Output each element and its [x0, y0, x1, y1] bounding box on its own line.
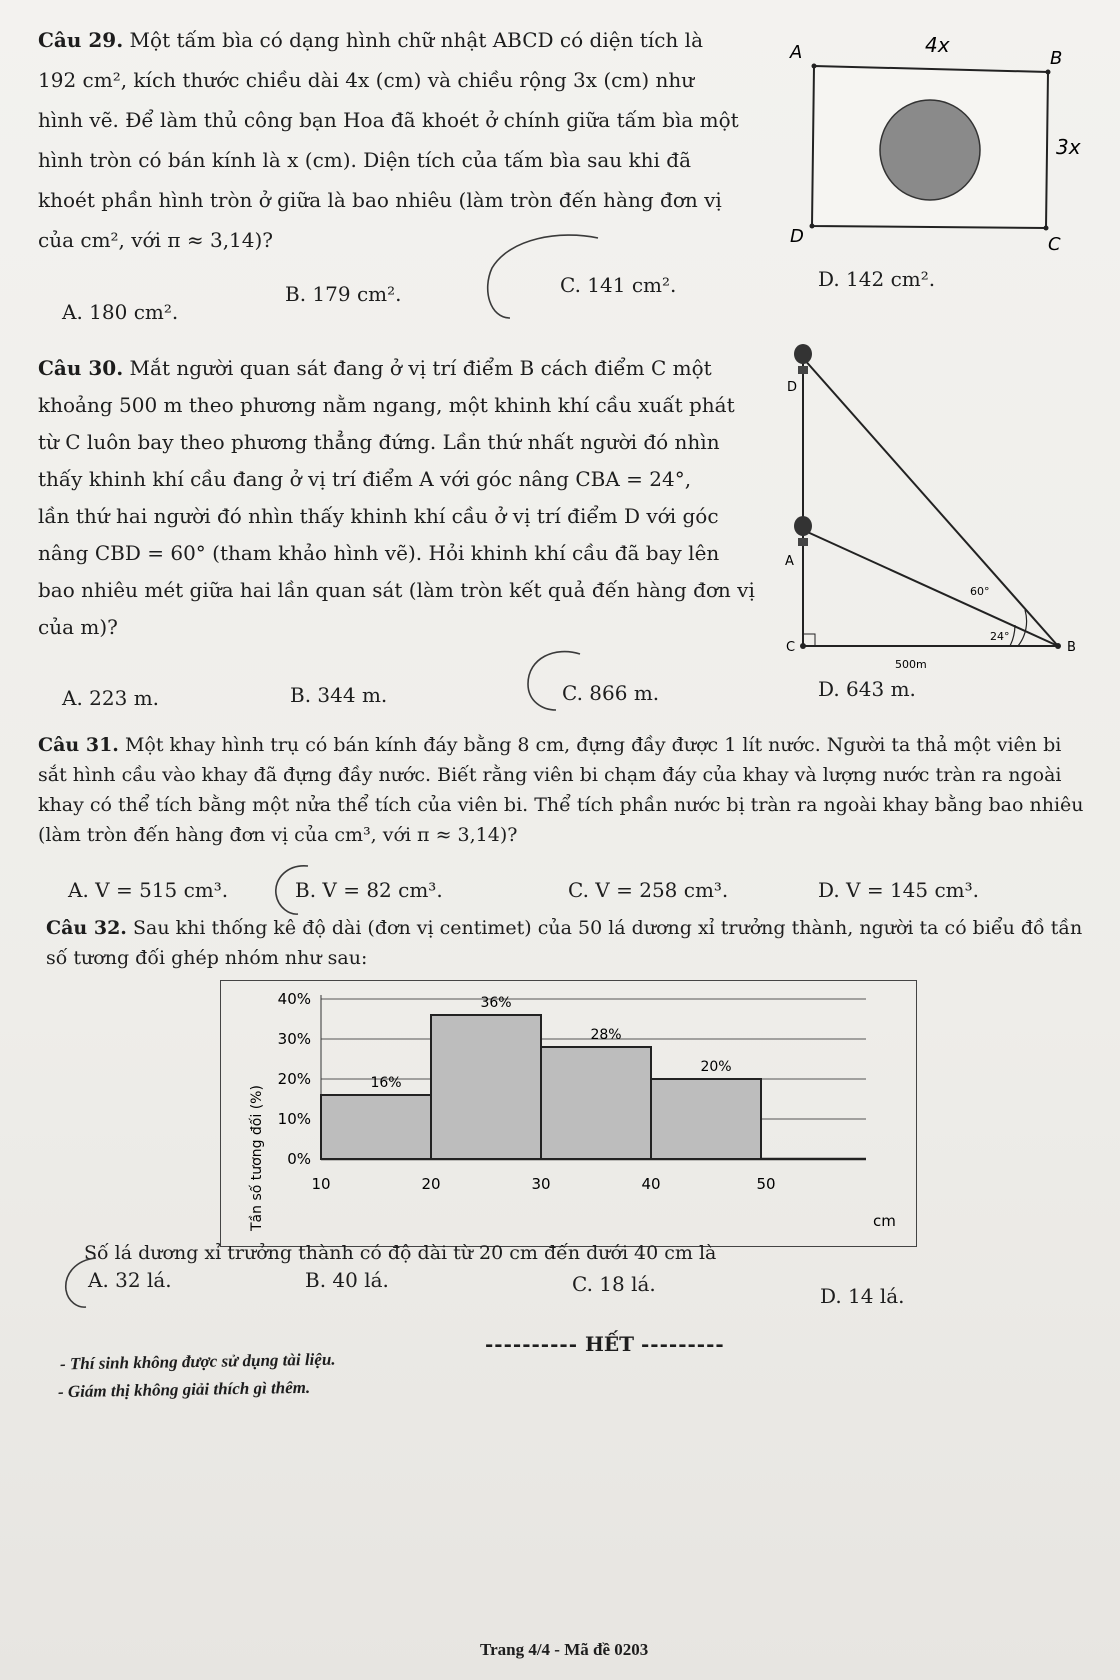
q29-label-d: D — [790, 226, 804, 247]
x-tick-label: 10 — [311, 1175, 331, 1193]
balloon-a-icon — [794, 516, 812, 536]
q29-answer-mark — [480, 228, 630, 324]
bar-data-label: 36% — [480, 995, 512, 1011]
q30-distance: 500m — [895, 658, 927, 671]
q31-line4: (làm tròn đến hàng đơn vị của cm³, với π ≈ 3,14)? — [38, 824, 518, 846]
footer-note-1: - Thí sinh không được sử dụng tài liệu. — [59, 1349, 336, 1374]
q31-line1: Một khay hình trụ có bán kính đáy bằng 8 cm, đựng đầy được 1 lít nước. Người ta thả một viên bi — [124, 734, 1062, 756]
q29-option-d[interactable]: D. 142 cm². — [818, 267, 936, 291]
q30-text — [38, 350, 755, 646]
q30-label-c: C — [786, 640, 796, 655]
q29-line4: hình tròn có bán kính là x (cm). Diện tích của tấm bìa sau khi đã — [38, 148, 692, 172]
q30-line4: thấy khinh khí cầu đang ở vị trí điểm A với góc nâng CBA = 24°, — [38, 467, 692, 491]
q31-option-d[interactable]: D. V = 145 cm³. — [818, 878, 980, 902]
q29-label-length: 4x — [925, 33, 950, 57]
q32-question: Số lá dương xỉ trưởng thành có độ dài từ 20 cm đến dưới 40 cm là — [84, 1242, 717, 1264]
q30-line7: bao nhiêu mét giữa hai lần quan sát (làm tròn kết quả đến hàng đơn vị — [38, 578, 755, 602]
q31-line3: khay có thể tích bằng một nửa thể tích của viên bi. Thể tích phần nước bị tràn ra ngoài khay bằng bao nhiêu — [38, 794, 1084, 816]
relative-frequency-histogram — [220, 980, 917, 1247]
q29-option-c[interactable]: C. 141 cm². — [560, 273, 677, 297]
q29-rectangle-figure — [780, 30, 1110, 260]
histogram-bar — [321, 1095, 431, 1159]
footer-note-2: - Giám thị không giải thích gì thêm. — [57, 1377, 311, 1402]
y-tick-label: 40% — [277, 990, 311, 1008]
q30-label-d: D — [787, 380, 798, 395]
y-tick-label: 0% — [287, 1150, 311, 1168]
q30-option-a[interactable]: A. 223 m. — [62, 686, 160, 710]
q32-text — [46, 913, 1116, 973]
q30-number: Câu 30. — [38, 356, 124, 380]
q29-label-width: 3x — [1056, 135, 1081, 159]
q29-option-a[interactable]: A. 180 cm². — [62, 300, 179, 324]
q30-line1: Mắt người quan sát đang ở vị trí điểm B cách điểm C một — [129, 356, 712, 380]
q30-angle-24: 24° — [990, 630, 1010, 643]
q30-line6: nâng CBD = 60° (tham khảo hình vẽ). Hỏi khinh khí cầu đã bay lên — [38, 541, 720, 565]
q30-label-b: B — [1067, 640, 1076, 655]
q31-option-c[interactable]: C. V = 258 cm³. — [568, 878, 729, 902]
q30-line3: từ C luôn bay theo phương thẳng đứng. Lần thứ nhất người đó nhìn — [38, 430, 720, 454]
q31-option-a[interactable]: A. V = 515 cm³. — [68, 878, 229, 902]
q29-label-b: B — [1050, 48, 1063, 69]
q29-line2: 192 cm², kích thước chiều dài 4x (cm) và chiều rộng 3x (cm) như — [38, 68, 695, 92]
y-tick-label: 20% — [277, 1070, 311, 1088]
q29-option-b[interactable]: B. 179 cm². — [285, 282, 402, 306]
q30-angle-60: 60° — [970, 585, 990, 598]
histogram-bar — [651, 1079, 761, 1159]
q31-answer-mark — [268, 860, 328, 920]
q29-label-c: C — [1048, 234, 1061, 255]
y-tick-label: 10% — [277, 1110, 311, 1128]
end-marker: ---------- HẾT --------- — [485, 1332, 725, 1356]
y-tick-label: 30% — [277, 1030, 311, 1048]
bar-data-label: 20% — [700, 1059, 732, 1075]
q30-balloon-figure — [770, 340, 1100, 680]
x-tick-label: 40 — [641, 1175, 661, 1193]
page-number: Trang 4/4 - Mã đề 0203 — [480, 1640, 649, 1659]
balloon-d-icon — [794, 344, 812, 364]
q29-line6: của cm², với π ≈ 3,14)? — [38, 228, 274, 252]
q32-option-a[interactable]: A. 32 lá. — [88, 1268, 172, 1292]
q30-option-b[interactable]: B. 344 m. — [290, 683, 388, 707]
q31-option-b[interactable]: B. V = 82 cm³. — [295, 878, 443, 902]
q30-answer-mark — [520, 646, 600, 716]
histogram-bar — [541, 1047, 651, 1159]
q32-answer-mark — [58, 1252, 108, 1312]
q31-number: Câu 31. — [38, 734, 119, 756]
q29-label-a: A — [790, 42, 803, 63]
histogram-bar — [431, 1015, 541, 1159]
q32-line2: số tương đối ghép nhóm như sau: — [46, 947, 368, 969]
q30-option-c[interactable]: C. 866 m. — [562, 681, 660, 705]
q29-line5: khoét phần hình tròn ở giữa là bao nhiêu (làm tròn đến hàng đơn vị — [38, 188, 722, 212]
q32-line1: Sau khi thống kê độ dài (đơn vị centimet) của 50 lá dương xỉ trưởng thành, người ta có biểu đồ tần — [132, 917, 1083, 939]
q30-label-a: A — [785, 554, 794, 569]
x-tick-label: 50 — [756, 1175, 776, 1193]
q30-option-d[interactable]: D. 643 m. — [818, 677, 916, 701]
bar-data-label: 16% — [370, 1075, 402, 1091]
q31-line2: sắt hình cầu vào khay đã đựng đầy nước. Biết rằng viên bi chạm đáy của khay và lượng nước tràn ra ngoài — [38, 764, 1062, 786]
end-label: HẾT — [584, 1332, 635, 1356]
x-tick-label: 20 — [421, 1175, 441, 1193]
q31-text — [38, 730, 1118, 850]
q30-line2: khoảng 500 m theo phương nằm ngang, một khinh khí cầu xuất phát — [38, 393, 735, 417]
q30-line5: lần thứ hai người đó nhìn thấy khinh khí cầu ở vị trí điểm D với góc — [38, 504, 719, 528]
q32-option-c[interactable]: C. 18 lá. — [572, 1272, 656, 1296]
x-tick-label: 30 — [531, 1175, 551, 1193]
bar-data-label: 28% — [590, 1027, 622, 1043]
q32-option-b[interactable]: B. 40 lá. — [305, 1268, 389, 1292]
histogram-xlabel: cm — [873, 1212, 896, 1230]
q32-number: Câu 32. — [46, 917, 127, 939]
q30-line8: của m)? — [38, 615, 118, 639]
q29-text — [38, 20, 739, 260]
q29-number: Câu 29. — [38, 28, 124, 52]
q32-option-d[interactable]: D. 14 lá. — [820, 1284, 905, 1308]
q29-line1: Một tấm bìa có dạng hình chữ nhật ABCD có diện tích là — [129, 28, 703, 52]
histogram-ylabel: Tần số tương đối (%) — [249, 1085, 265, 1231]
q29-line3: hình vẽ. Để làm thủ công bạn Hoa đã khoét ở chính giữa tấm bìa một — [38, 108, 739, 132]
